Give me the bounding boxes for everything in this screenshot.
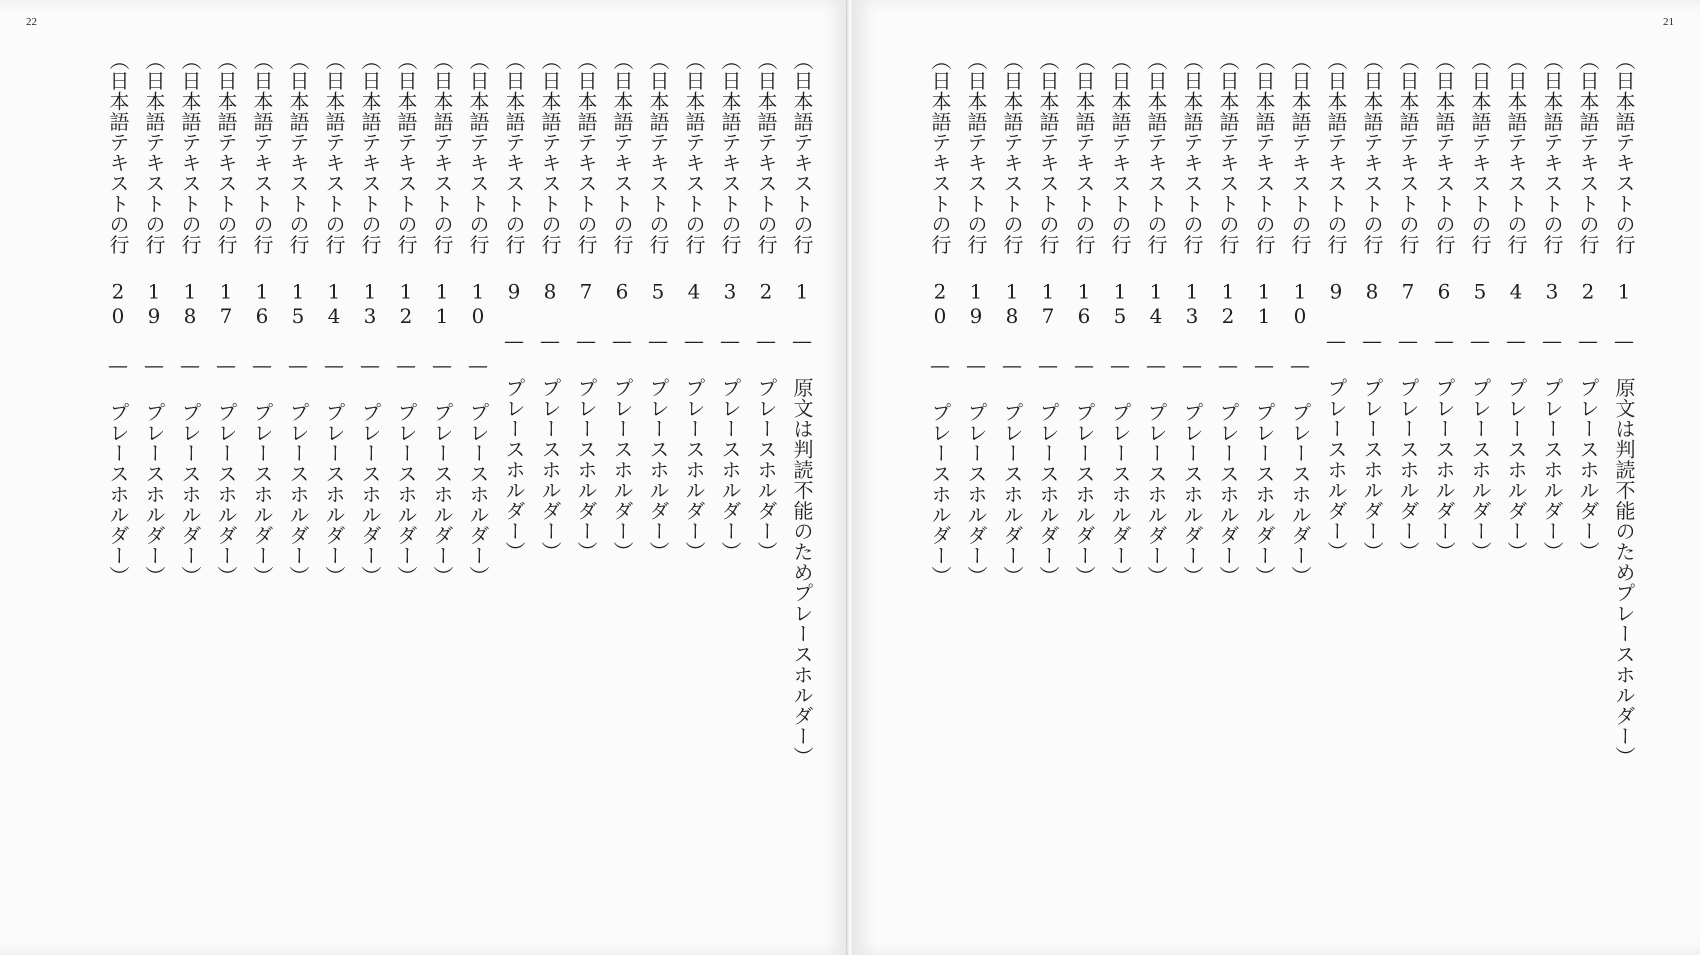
body-line: （日本語テキストの行 4 — プレースホルダー） (682, 50, 706, 562)
right-page-body (882, 50, 1642, 910)
right-page-number: 21 (1663, 16, 1674, 28)
body-line: （日本語テキストの行 15 — プレースホルダー） (1108, 50, 1132, 587)
body-line: （日本語テキストの行 14 — プレースホルダー） (322, 50, 346, 587)
right-page (852, 0, 1700, 955)
body-line: （日本語テキストの行 13 — プレースホルダー） (358, 50, 382, 587)
body-line: （日本語テキストの行 16 — プレースホルダー） (250, 50, 274, 587)
body-line: （日本語テキストの行 17 — プレースホルダー） (1036, 50, 1060, 587)
body-line: （日本語テキストの行 7 — プレースホルダー） (574, 50, 598, 562)
body-line: （日本語テキストの行 16 — プレースホルダー） (1072, 50, 1096, 587)
body-line: （日本語テキストの行 2 — プレースホルダー） (754, 50, 778, 562)
body-line: （日本語テキストの行 19 — プレースホルダー） (964, 50, 988, 587)
body-line: （日本語テキストの行 13 — プレースホルダー） (1180, 50, 1204, 587)
body-line: （日本語テキストの行 12 — プレースホルダー） (394, 50, 418, 587)
body-line: （日本語テキストの行 6 — プレースホルダー） (1432, 50, 1456, 562)
body-line: （日本語テキストの行 14 — プレースホルダー） (1144, 50, 1168, 587)
body-line: （日本語テキストの行 10 — プレースホルダー） (466, 50, 490, 587)
body-line: （日本語テキストの行 17 — プレースホルダー） (214, 50, 238, 587)
body-line: （日本語テキストの行 8 — プレースホルダー） (538, 50, 562, 562)
body-line: （日本語テキストの行 19 — プレースホルダー） (142, 50, 166, 587)
body-line: （日本語テキストの行 4 — プレースホルダー） (1504, 50, 1528, 562)
body-line: （日本語テキストの行 5 — プレースホルダー） (1468, 50, 1492, 562)
body-line: （日本語テキストの行 20 — プレースホルダー） (928, 50, 952, 587)
body-line: （日本語テキストの行 7 — プレースホルダー） (1396, 50, 1420, 562)
body-line: （日本語テキストの行 10 — プレースホルダー） (1288, 50, 1312, 587)
body-line: （日本語テキストの行 3 — プレースホルダー） (718, 50, 742, 562)
body-line: （日本語テキストの行 2 — プレースホルダー） (1576, 50, 1600, 562)
body-line: （日本語テキストの行 1 — 原文は判読不能のためプレースホルダー） (790, 50, 814, 767)
body-line: （日本語テキストの行 15 — プレースホルダー） (286, 50, 310, 587)
body-line: （日本語テキストの行 20 — プレースホルダー） (106, 50, 130, 587)
body-line: （日本語テキストの行 3 — プレースホルダー） (1540, 50, 1564, 562)
left-page (0, 0, 848, 955)
body-line: （日本語テキストの行 6 — プレースホルダー） (610, 50, 634, 562)
body-line: （日本語テキストの行 5 — プレースホルダー） (646, 50, 670, 562)
body-line: （日本語テキストの行 9 — プレースホルダー） (502, 50, 526, 562)
body-line: （日本語テキストの行 18 — プレースホルダー） (178, 50, 202, 587)
body-line: （日本語テキストの行 1 — 原文は判読不能のためプレースホルダー） (1612, 50, 1636, 767)
left-page-body (78, 50, 820, 910)
body-line: （日本語テキストの行 18 — プレースホルダー） (1000, 50, 1024, 587)
body-line: （日本語テキストの行 11 — プレースホルダー） (1252, 50, 1276, 587)
body-line: （日本語テキストの行 11 — プレースホルダー） (430, 50, 454, 587)
body-line: （日本語テキストの行 12 — プレースホルダー） (1216, 50, 1240, 587)
body-line: （日本語テキストの行 9 — プレースホルダー） (1324, 50, 1348, 562)
body-line: （日本語テキストの行 8 — プレースホルダー） (1360, 50, 1384, 562)
left-page-number: 22 (26, 16, 37, 28)
